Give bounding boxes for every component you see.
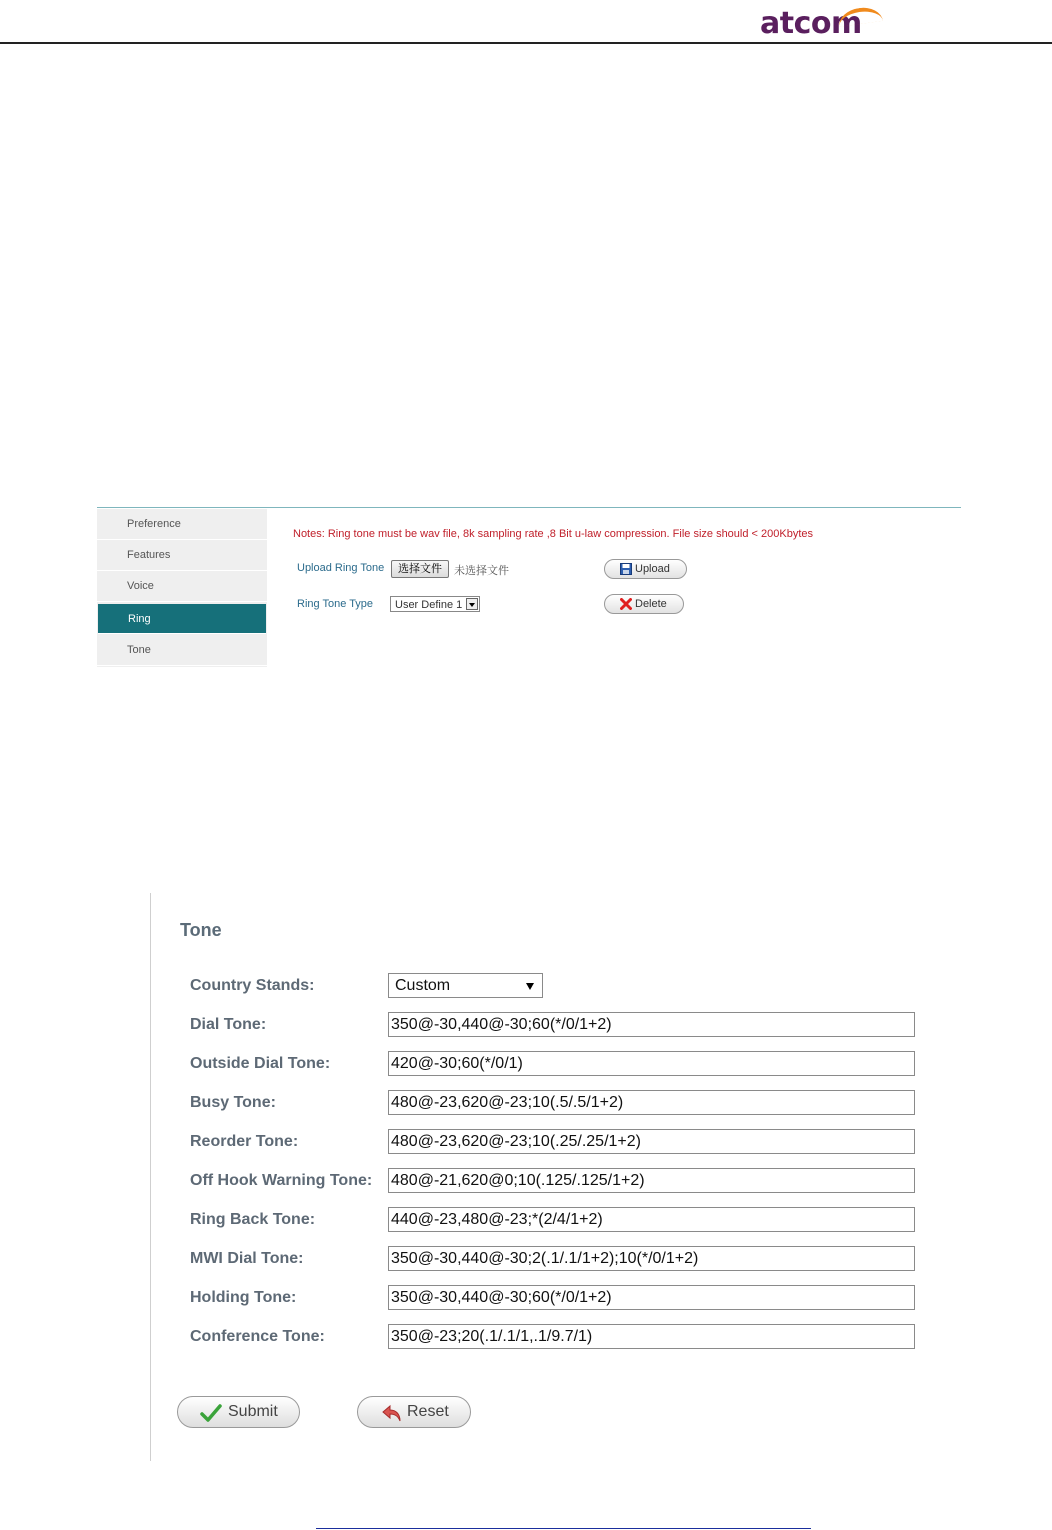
off-hook-warning-tone-field[interactable]: 480@-21,620@0;10(.125/.125/1+2) bbox=[388, 1168, 915, 1193]
floppy-disk-icon bbox=[620, 563, 632, 575]
upload-ring-tone-label: Upload Ring Tone bbox=[297, 562, 385, 574]
header-divider bbox=[0, 42, 1052, 44]
sidebar-item-label: Preference bbox=[127, 518, 181, 530]
sidebar-item-features[interactable] bbox=[97, 540, 267, 571]
reorder-tone-field[interactable]: 480@-23,620@-23;10(.25/.25/1+2) bbox=[388, 1129, 915, 1154]
red-x-icon bbox=[620, 598, 632, 610]
reset-button-label: Reset bbox=[407, 1403, 449, 1420]
country-stands-value: Custom bbox=[395, 977, 451, 994]
country-stands-label: Country Stands: bbox=[190, 977, 315, 994]
reset-button[interactable] bbox=[357, 1396, 471, 1428]
sidebar bbox=[97, 509, 267, 667]
holding-tone-field[interactable]: 350@-30,440@-30;60(*/0/1+2) bbox=[388, 1285, 915, 1310]
outside-dial-tone-label: Outside Dial Tone: bbox=[190, 1055, 331, 1072]
holding-tone-label: Holding Tone: bbox=[190, 1289, 297, 1306]
sidebar-item-voice[interactable] bbox=[97, 571, 267, 602]
undo-arrow-icon bbox=[381, 1403, 403, 1423]
reorder-tone-label: Reorder Tone: bbox=[190, 1133, 299, 1150]
mwi-dial-tone-field[interactable]: 350@-30,440@-30;2(.1/.1/1+2);10(*/0/1+2) bbox=[388, 1246, 915, 1271]
dial-tone-label: Dial Tone: bbox=[190, 1016, 267, 1033]
mwi-dial-tone-label: MWI Dial Tone: bbox=[190, 1250, 304, 1267]
submit-button-label: Submit bbox=[228, 1403, 278, 1420]
outside-dial-tone-field[interactable]: 420@-30;60(*/0/1) bbox=[388, 1051, 915, 1076]
upload-button[interactable] bbox=[604, 559, 687, 579]
conference-tone-field[interactable]: 350@-23;20(.1/.1/1,.1/9.7/1) bbox=[388, 1324, 915, 1349]
checkmark-icon bbox=[200, 1403, 222, 1423]
sidebar-item-label: Ring bbox=[128, 613, 151, 625]
upload-button-label: Upload bbox=[635, 563, 670, 575]
busy-tone-label: Busy Tone: bbox=[190, 1094, 276, 1111]
logo-text: atcom bbox=[760, 6, 862, 41]
conference-tone-label: Conference Tone: bbox=[190, 1328, 325, 1345]
delete-button[interactable] bbox=[604, 594, 684, 614]
delete-button-label: Delete bbox=[635, 598, 667, 610]
sidebar-item-label: Tone bbox=[127, 644, 151, 656]
panel-left-border bbox=[150, 893, 151, 1461]
ring-tone-type-label: Ring Tone Type bbox=[297, 598, 374, 610]
tone-settings-panel bbox=[150, 893, 930, 1461]
choose-file-button[interactable]: 选择文件 bbox=[391, 560, 449, 578]
sidebar-item-label: Voice bbox=[127, 580, 154, 592]
submit-button[interactable] bbox=[177, 1396, 300, 1428]
sidebar-item-ring[interactable] bbox=[98, 604, 266, 634]
chevron-down-icon bbox=[466, 598, 478, 610]
footer-divider bbox=[316, 1528, 811, 1529]
sidebar-item-tone[interactable] bbox=[97, 635, 267, 666]
tone-title: Tone bbox=[180, 920, 222, 940]
panel-top-border bbox=[97, 507, 961, 508]
chevron-down-icon bbox=[526, 983, 534, 990]
ring-back-tone-label: Ring Back Tone: bbox=[190, 1211, 316, 1228]
atcom-logo bbox=[760, 6, 890, 42]
ring-tone-type-select[interactable] bbox=[390, 596, 480, 612]
ring-settings-panel bbox=[97, 507, 961, 669]
sidebar-item-label: Features bbox=[127, 549, 171, 561]
ring-tone-type-value: User Define 1 bbox=[395, 599, 463, 611]
sidebar-item-preference[interactable] bbox=[97, 509, 267, 540]
country-stands-select[interactable] bbox=[388, 973, 543, 998]
busy-tone-field[interactable]: 480@-23,620@-23;10(.5/.5/1+2) bbox=[388, 1090, 915, 1115]
no-file-text: 未选择文件 bbox=[454, 564, 509, 577]
off-hook-warning-tone-label: Off Hook Warning Tone: bbox=[190, 1172, 373, 1189]
ring-back-tone-field[interactable]: 440@-23,480@-23;*(2/4/1+2) bbox=[388, 1207, 915, 1232]
ring-notes: Notes: Ring tone must be wav file, 8k sampling rate ,8 Bit u-law compression. File size should < 200Kbytes bbox=[293, 528, 813, 540]
dial-tone-field[interactable]: 350@-30,440@-30;60(*/0/1+2) bbox=[388, 1012, 915, 1037]
